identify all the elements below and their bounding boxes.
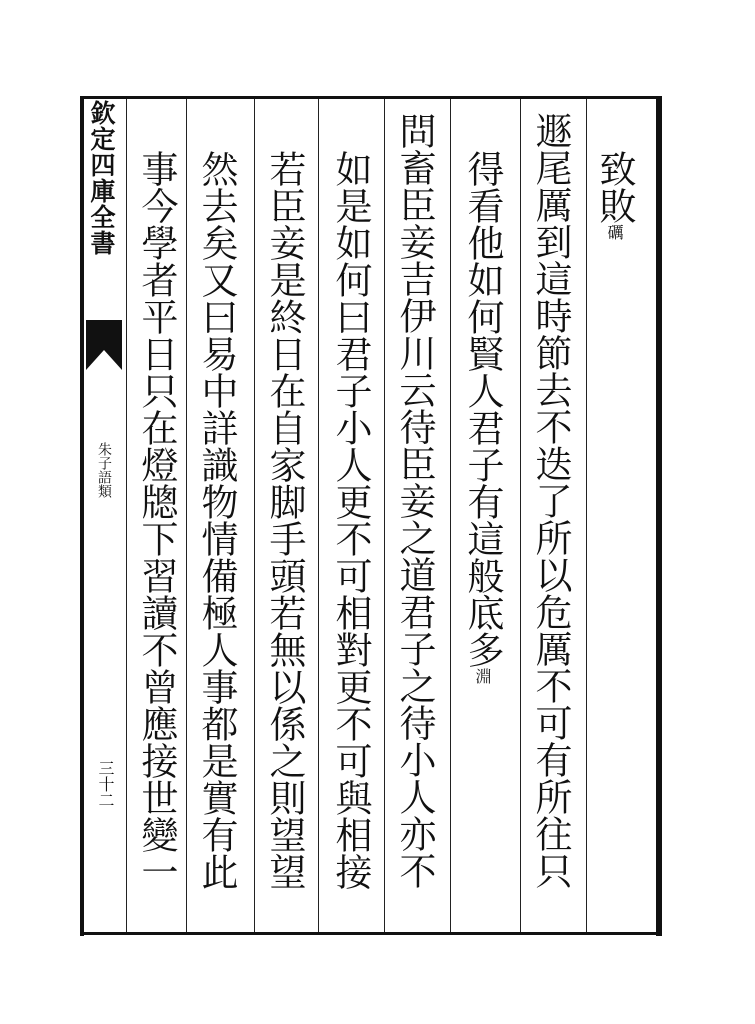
fish-tail-mark-icon: [86, 320, 122, 370]
text-column-7: [196, 150, 240, 890]
frame-bottom-border: [80, 932, 662, 935]
column-text: 然去矣又曰易中詳識物情備極人事都是實有此: [195, 150, 238, 890]
text-column-8: [136, 150, 180, 890]
margin-title: 欽定四庫全書: [87, 100, 116, 256]
column-rule: [384, 99, 385, 932]
column-text: 致敗: [593, 150, 636, 224]
text-column-4: [394, 112, 438, 889]
column-text: 事今學者平日只在燈牕下習讀不曾應接世變一: [135, 150, 178, 890]
column-text: 若臣妾是終日在自家脚手頭若無以係之則望望: [263, 150, 306, 890]
frame-left-border: [80, 96, 84, 936]
column-note: 礪: [605, 224, 624, 240]
column-text: 如是如何曰君子小人更不可相對更不可與相接: [329, 150, 372, 890]
column-text: 得看他如何賢人君子有這般底多: [461, 150, 504, 668]
folio-number: 三十二: [96, 760, 115, 808]
text-column-6: [264, 150, 308, 890]
text-column-5: [330, 150, 374, 890]
column-rule: [126, 99, 127, 932]
column-rule: [450, 99, 451, 932]
column-note: 淵: [473, 668, 492, 684]
frame-right-border: [656, 96, 662, 936]
column-text: 問畜臣妾吉伊川云待臣妾之道君子之待小人亦不: [393, 112, 436, 889]
column-rule: [586, 99, 587, 932]
margin-subtitle: 朱子語類: [96, 442, 112, 498]
column-rule: [186, 99, 187, 932]
column-rule: [254, 99, 255, 932]
column-rule: [520, 99, 521, 932]
frame-top-border: [80, 96, 662, 99]
text-column-2: [530, 112, 574, 889]
column-text: 遯尾厲到這時節去不迭了所以危厲不可有所往只: [529, 112, 572, 889]
text-column-3: [462, 150, 506, 684]
column-rule: [318, 99, 319, 932]
text-column-1: [594, 150, 638, 240]
